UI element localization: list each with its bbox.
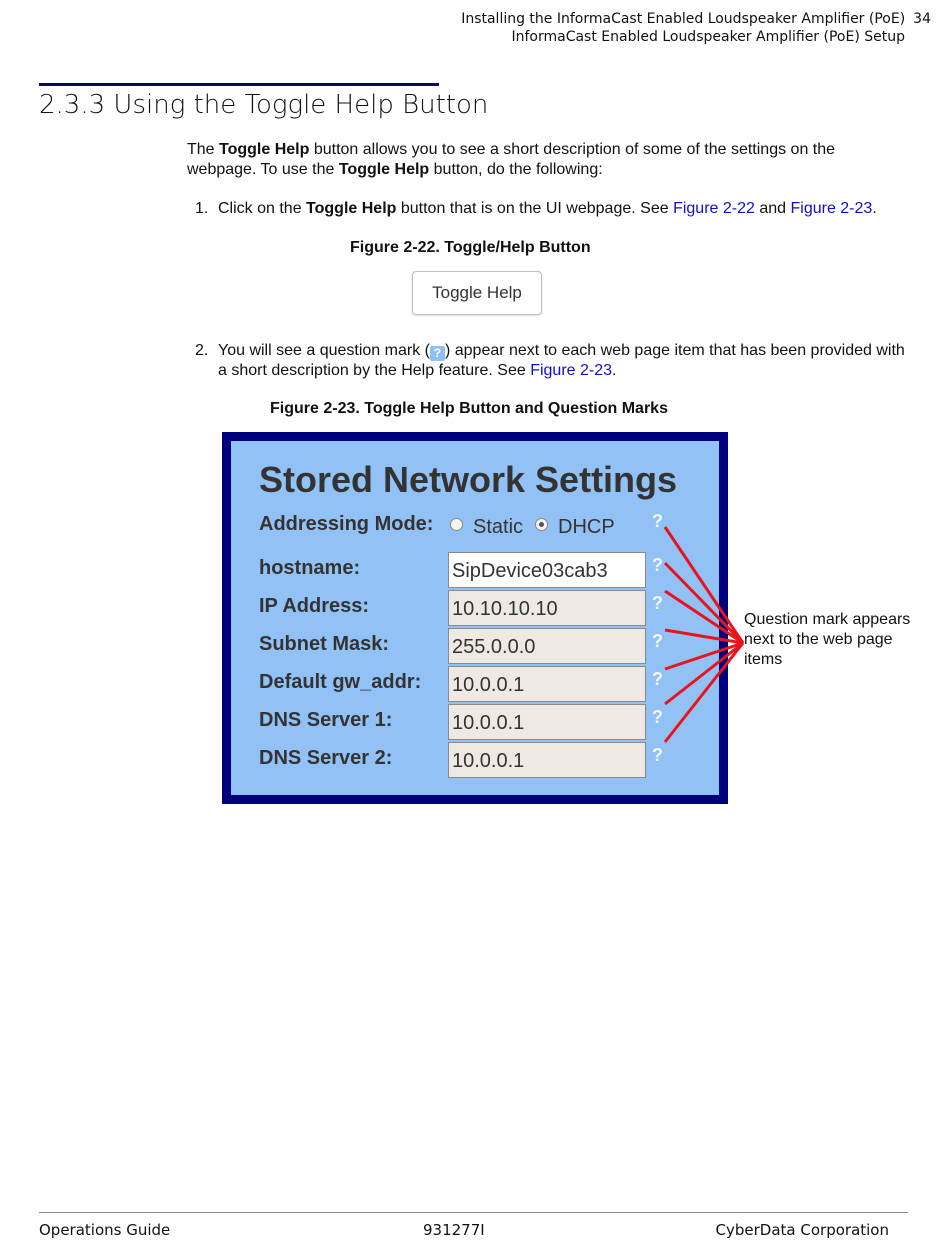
footer-left: Operations Guide [39,1221,171,1239]
figure-2-23-link[interactable]: Figure 2-23 [790,200,873,217]
panel-title: Stored Network Settings [259,459,678,500]
setting-value-field[interactable]: 10.0.0.1 [448,666,646,702]
help-question-mark-icon[interactable]: ? [652,593,663,613]
figure-2-23-link-2[interactable]: Figure 2-23 [530,362,613,379]
setting-value-field[interactable]: 10.10.10.10 [448,590,646,626]
setting-label: DNS Server 1: [259,709,393,731]
setting-value-field[interactable]: SipDevice03cab3 [448,552,646,588]
setting-label: hostname: [259,557,361,579]
intro-bold-2: Toggle Help [338,161,430,178]
step-1-number: 1. [195,200,209,217]
figure-2-22-link[interactable]: Figure 2-22 [673,200,755,217]
annotation-text: Question mark appears next to the web page items [744,611,911,668]
help-question-mark-icon[interactable]: ? [652,745,663,765]
page-number: 34 [913,11,931,27]
arrow-line [665,643,743,742]
step-1-text-2: button that is on the UI webpage. See [396,200,674,217]
help-question-mark-icon[interactable]: ? [652,631,663,651]
toggle-help-button[interactable]: Toggle Help [412,271,542,315]
intro-text-1: The [187,141,220,158]
setting-value-field[interactable]: 10.0.0.1 [448,704,646,740]
help-question-mark-icon[interactable]: ? [652,707,663,727]
figure-2-22-caption: Figure 2-22. Toggle/Help Button [350,239,591,256]
setting-label: Default gw_addr: [259,671,422,693]
step-2-text-2: ) appear next to each web page item that has been provided with a short description by the Help feature. See [218,342,905,379]
section-title: 2.3.3 Using the Toggle Help Button [39,90,489,120]
intro-text-2: button allows you to see a short description of some of the settings on the webpage. To use the [187,141,836,178]
header-chapter-title: Installing the InformaCast Enabled Loudspeaker Amplifier (PoE) [461,11,906,27]
addressing-mode-label: Addressing Mode: [259,513,434,535]
step-1-text-4: . [872,200,877,217]
step-1-bold: Toggle Help [306,200,397,217]
help-question-mark-icon[interactable]: ? [652,669,663,689]
question-mark-icon: ? [430,346,445,361]
help-question-mark-icon[interactable]: ? [652,511,663,531]
radio-static-label: Static [473,516,524,538]
setting-value-field[interactable]: 255.0.0.0 [448,628,646,664]
figure-2-23-caption: Figure 2-23. Toggle Help Button and Question Marks [270,400,668,417]
step-2-text-3: . [612,362,617,379]
setting-label: Subnet Mask: [259,633,390,655]
step-2-text-1: You will see a question mark ( [218,342,430,359]
step-2-number: 2. [195,342,209,359]
help-question-mark-icon[interactable]: ? [652,555,663,575]
intro-bold-1: Toggle Help [219,141,310,158]
radio-dhcp-label: DHCP [558,516,615,538]
arrow-group [665,527,743,742]
setting-label: IP Address: [259,595,370,617]
setting-label: DNS Server 2: [259,747,393,769]
footer-rule [39,1212,908,1213]
step-1-text-1: Click on the [218,200,307,217]
header-section-title: InformaCast Enabled Loudspeaker Amplifier (PoE) Setup [511,29,905,45]
footer-right: CyberData Corporation [715,1221,889,1239]
intro-text-3: button, do the following: [429,161,603,178]
setting-value-field[interactable]: 10.0.0.1 [448,742,646,778]
step-1-text-3: and [754,200,791,217]
arrow-line [665,527,743,643]
footer-center: 931277I [423,1221,485,1239]
